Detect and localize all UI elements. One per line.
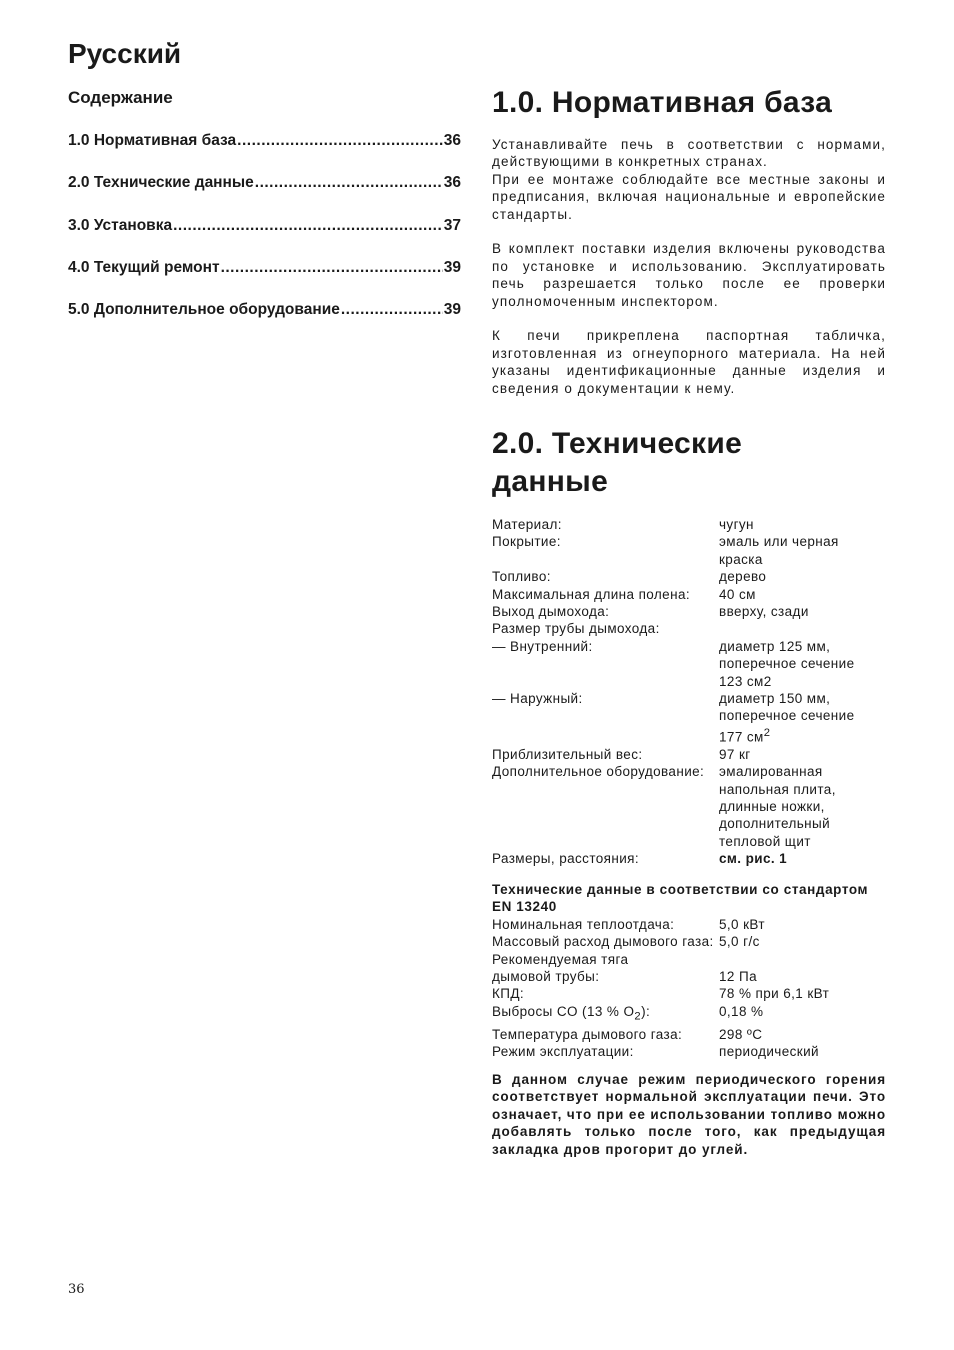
spec-row <box>492 1043 886 1060</box>
spec-label: Материал: <box>492 517 562 532</box>
spec-label: Топливо: <box>492 569 551 585</box>
spec-value-line: тепловой щит <box>719 833 811 849</box>
section-1-paragraph <box>492 136 886 223</box>
spec-value: периодический <box>719 1044 819 1060</box>
toc-dot-leader <box>221 258 443 278</box>
paragraph-sentence: В комплект поставки изделия включены руководства по установке и использованию. Эксплуатировать печь разрешается только после ее проверки уполномоченным инспектором. <box>492 241 886 309</box>
spec-label: Номинальная теплоотдача: <box>492 916 675 932</box>
spec-value <box>719 763 886 850</box>
heading-line: данные <box>492 465 609 498</box>
section-1-heading: 1.0. Нормативная база <box>492 86 833 119</box>
spec-row <box>492 968 886 985</box>
spec-label: Приблизительный вес: <box>492 746 643 762</box>
toc-title: Содержание <box>68 88 173 107</box>
spec-label-text: ): <box>641 1003 651 1019</box>
spec-value-line: вверху, сзади <box>719 604 809 620</box>
toc-item-label: 5.0 Дополнительное оборудование <box>68 301 340 319</box>
spec-label: Температура дымового газа: <box>492 1026 683 1042</box>
spec-value: 5,0 г/с <box>719 934 760 950</box>
toc-dot-leader <box>255 173 443 193</box>
superscript: 2 <box>763 726 771 739</box>
toc-item-page: 36 <box>443 174 461 192</box>
toc-item-page: 39 <box>443 301 461 319</box>
spec-row <box>492 746 886 763</box>
spec-value <box>719 638 886 690</box>
paragraph-sentence: Устанавливайте печь в соответствии с нормами, действующими в конкретных странах. <box>492 137 886 170</box>
toc-item-label: 3.0 Установка <box>68 216 173 234</box>
toc-item[interactable] <box>68 131 461 173</box>
spec-label: Размер трубы дымохода: <box>492 621 660 637</box>
spec-value <box>719 516 886 533</box>
subscript: 2 <box>634 1010 642 1023</box>
paragraph-sentence: К печи прикреплена паспортная табличка, изготовленная из огнеупорного материала. На ней указаны идентификационные данные изделия и сведения о документации к нему. <box>492 328 886 396</box>
spec-label: дымовой трубы: <box>492 969 600 985</box>
spec-label: Выход дымохода: <box>492 604 610 620</box>
toc-item[interactable] <box>68 258 461 300</box>
spec-row <box>492 568 886 585</box>
toc-item[interactable] <box>68 216 461 258</box>
spec-label: Режим эксплуатации: <box>492 1044 634 1060</box>
spec-value-line: диаметр 125 мм, <box>719 638 831 654</box>
toc-dot-leader <box>237 131 443 151</box>
spec-row <box>492 850 886 867</box>
spec-label: Дополнительное оборудование: <box>492 764 705 780</box>
spec-row <box>492 586 886 603</box>
figure-reference: см. рис. 1 <box>719 851 788 867</box>
spec-value-line: дополнительный <box>719 816 831 832</box>
language-title: Русский <box>68 38 182 69</box>
spec-label <box>492 1003 719 1026</box>
spec-row <box>492 516 886 533</box>
spec-value: 0,18 % <box>719 1003 764 1019</box>
spec-value <box>719 620 886 637</box>
spec-value <box>719 850 886 867</box>
spec-value-line: поперечное сечение <box>719 708 855 724</box>
spec-label: КПД: <box>492 986 525 1002</box>
spec-row <box>492 763 886 850</box>
toc-item-label: 1.0 Нормативная база <box>68 132 237 149</box>
heading-line: 2.0. Технические <box>492 427 743 460</box>
toc-item-page: 39 <box>443 258 461 276</box>
spec-row <box>492 620 886 637</box>
paragraph-sentence: При ее монтаже соблюдайте все местные законы и предписания, включая национальные и европейские стандарты. <box>492 171 886 222</box>
toc-item[interactable] <box>68 173 461 215</box>
toc-item-label: 4.0 Текущий ремонт <box>68 258 220 276</box>
page-number: 36 <box>68 1282 85 1297</box>
spec-label: Максимальная длина полена: <box>492 586 691 602</box>
section-1-body <box>492 136 886 397</box>
spec-label: Рекомендуемая тяга <box>492 951 629 967</box>
spec-row <box>492 985 886 1002</box>
spec-value <box>719 586 886 603</box>
spec-value: 298 ºC <box>719 1026 763 1042</box>
section-1-paragraph <box>492 240 886 310</box>
spec-value-line: диаметр 150 мм, <box>719 691 831 707</box>
spec-row <box>492 951 886 968</box>
spec-value-line: 40 см <box>719 586 756 602</box>
spec-row <box>492 1003 886 1026</box>
toc-item[interactable] <box>68 300 461 342</box>
toc-item-page: 37 <box>443 216 461 234</box>
spec-value-line: эмалированная <box>719 764 823 780</box>
table-of-contents <box>68 131 461 342</box>
toc-dot-leader <box>173 216 443 236</box>
spec-value <box>719 951 886 968</box>
spec-value-line: дерево <box>719 569 767 585</box>
standard-title: Технические данные в соответствии со стандартом EN 13240 <box>492 882 869 915</box>
spec-value-line: длинные ножки, <box>719 799 825 814</box>
spec-table <box>492 516 886 868</box>
spec-value-line: 97 кг <box>719 746 751 762</box>
section-1-paragraph <box>492 327 886 397</box>
toc-item-page: 36 <box>443 132 461 149</box>
spec-value <box>719 746 886 763</box>
operation-note: В данном случае режим периодического горения соответствует нормальной эксплуатации печи. Это означает, что при ее использовании топливо можно добавлять только после того, как предыдущая закладка дров прогорит до углей. <box>492 1072 886 1157</box>
standard-spec-table <box>492 881 886 1061</box>
spec-row <box>492 690 886 746</box>
spec-value-line: эмаль или черная краска <box>719 534 839 567</box>
spec-value-line: 123 см2 <box>719 673 772 689</box>
spec-value <box>719 690 886 746</box>
spec-value <box>719 568 886 585</box>
spec-label: — Внутренний: <box>492 638 593 654</box>
spec-row <box>492 603 886 620</box>
spec-value-text: 177 см <box>719 729 764 745</box>
toc-item-label: 2.0 Технические данные <box>68 174 254 192</box>
spec-label-text: Выбросы CO (13 % O <box>492 1003 635 1019</box>
spec-value: 78 % при 6,1 кВт <box>719 986 830 1002</box>
spec-row <box>492 933 886 950</box>
spec-value-line: поперечное сечение <box>719 656 855 672</box>
spec-value <box>719 603 886 620</box>
section-2-heading <box>492 425 886 501</box>
spec-row <box>492 1026 886 1043</box>
spec-row <box>492 638 886 690</box>
spec-label: Покрытие: <box>492 534 561 550</box>
spec-label: Массовый расход дымового газа: <box>492 934 714 950</box>
spec-value: 5,0 кВт <box>719 916 765 932</box>
spec-row <box>492 533 886 568</box>
spec-label: — Наружный: <box>492 691 583 707</box>
spec-label: Размеры, расстояния: <box>492 851 640 867</box>
spec-value-line: чугун <box>719 517 754 532</box>
spec-row <box>492 916 886 933</box>
toc-dot-leader <box>341 300 443 320</box>
spec-value-line <box>719 725 886 746</box>
spec-value-line: напольная плита, <box>719 781 836 797</box>
spec-value: 12 Па <box>719 969 757 985</box>
spec-value <box>719 533 886 568</box>
